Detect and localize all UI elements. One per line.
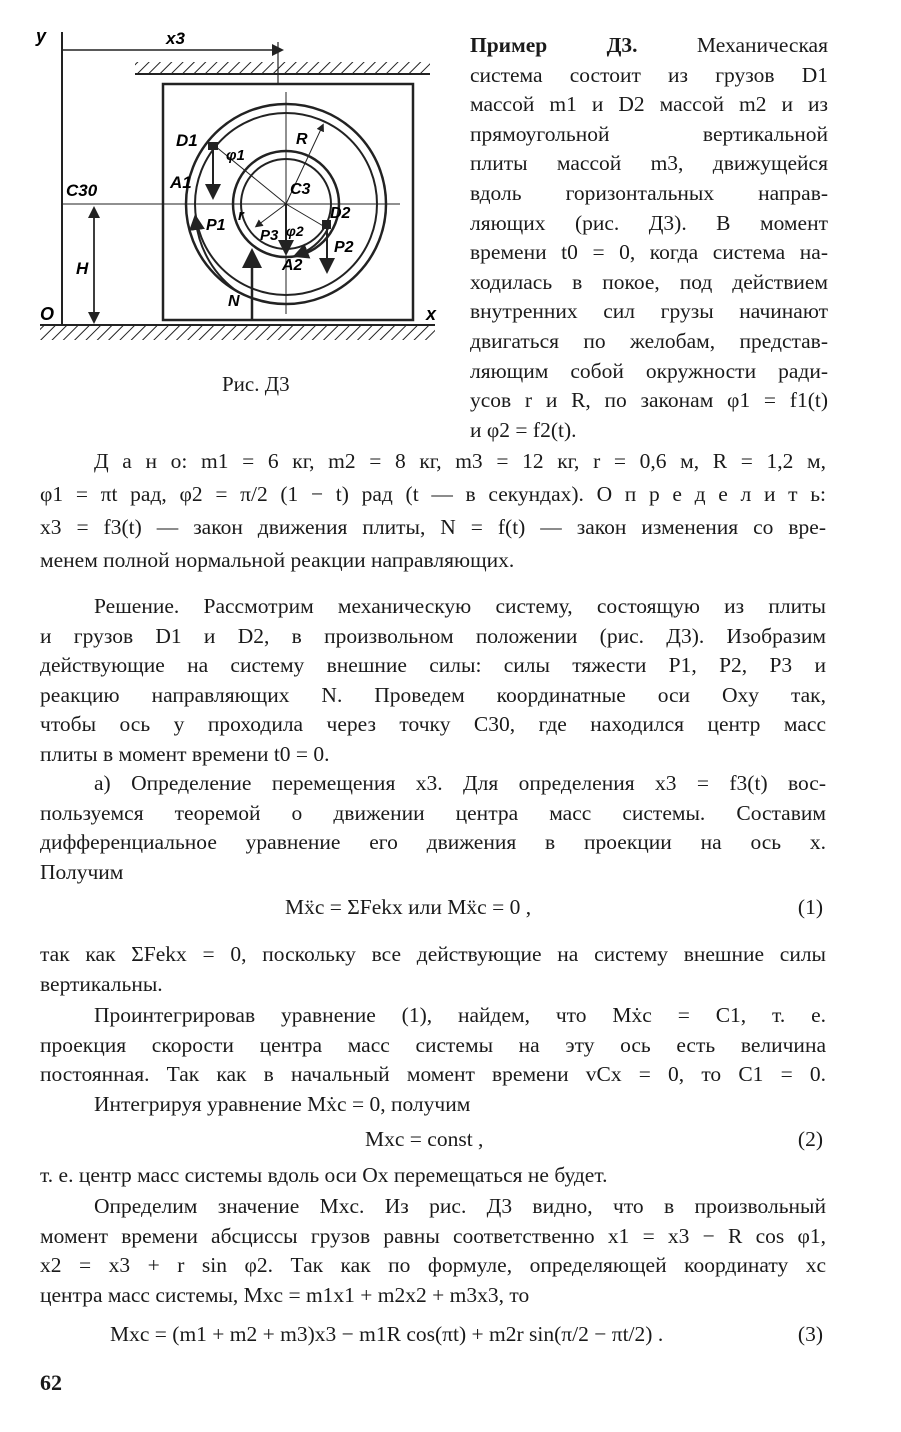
example-heading: Пример Д3. — [470, 33, 638, 57]
example-line: вдоль горизонтальных направ- — [470, 180, 828, 205]
label-c30: C30 — [66, 181, 98, 200]
plate — [163, 84, 413, 320]
weight-d1 — [208, 142, 218, 150]
given-line: x3 = f3(t) — закон движения плиты, N = f(t) — закон изменения со вре- — [40, 515, 826, 539]
equation-2: Mxc = const , — [365, 1127, 484, 1151]
solution-block — [40, 592, 826, 770]
figure-d3 — [30, 22, 440, 362]
determine-line: центра масс системы, Mxc = m1x1 + m2x2 + m3x3, то — [40, 1282, 530, 1307]
page-number: 62 — [40, 1370, 62, 1395]
after-eq2-block — [40, 1161, 826, 1191]
part-a-line: пользуемся теоремой о движении центра масс системы. Составим — [40, 800, 826, 825]
determine-block — [40, 1192, 826, 1310]
equation-3: Mxc = (m1 + m2 + m3)x3 − m1R cos(πt) + m2r sin(π/2 − πt/2) . — [110, 1322, 664, 1346]
example-line: прямоугольной вертикальной — [470, 121, 828, 146]
example-line: внутренних сил грузы начинают — [470, 299, 828, 324]
equation-1-number: (1) — [797, 895, 823, 919]
integrate-block — [40, 1001, 826, 1119]
determine-line: Определим значение Mxc. Из рис. Д3 видно, что в произвольный — [94, 1194, 826, 1218]
given-line: Д а н о: m1 = 6 кг, m2 = 8 кг, m3 = 12 кг, r = 0,6 м, R = 1,2 м, — [94, 449, 826, 473]
example-line: система состоит из грузов D1 — [470, 62, 828, 87]
example-line: ляющих (рис. Д3). В момент — [470, 210, 828, 235]
after-eq1-line: так как ΣFekx = 0, поскольку все действующие на систему внешние силы — [40, 942, 826, 966]
solution-line: плиты в момент времени t0 = 0. — [40, 741, 330, 766]
label-p3: P3 — [260, 227, 279, 244]
solution-line: действующие на систему внешние силы: силы тяжести P1, P2, P3 и — [40, 653, 826, 678]
label-r-small: r — [238, 207, 244, 224]
given-block — [40, 445, 826, 577]
label-p2: P2 — [334, 239, 354, 256]
label-n: N — [228, 293, 240, 310]
example-line: ходилась в покое, под действием — [470, 269, 828, 294]
integrate-line: Проинтегрировав уравнение (1), найдем, что Mẋc = C1, т. е. — [94, 1003, 826, 1027]
label-x3: x3 — [166, 29, 185, 48]
figure-caption: Рис. Д3 — [222, 372, 290, 396]
integrate-line: Интегрируя уравнение Mẋc = 0, получим — [94, 1091, 471, 1116]
example-line-tail: Механическая — [696, 33, 828, 57]
label-phi1: φ1 — [226, 147, 245, 164]
label-a1: A1 — [170, 173, 192, 192]
example-line: ляющим собой окружности ради- — [470, 358, 828, 383]
label-origin: O — [40, 304, 55, 324]
equation-2-number: (2) — [797, 1127, 823, 1151]
mechanism-diagram — [30, 22, 440, 362]
given-line: φ1 = πt рад, φ2 = π/2 (1 − t) рад (t — в секундах). О п р е д е л и т ь: — [40, 482, 826, 506]
label-c3: C3 — [290, 181, 311, 198]
label-y: y — [36, 26, 47, 46]
bottom-guide-hatch — [40, 326, 435, 340]
example-text — [470, 31, 828, 445]
after-eq1-block — [40, 940, 826, 999]
determine-line: момент времени абсциссы грузов равны соответственно x1 = x3 − R cos φ1, — [40, 1223, 826, 1248]
after-eq1-line: вертикальны. — [40, 971, 163, 996]
example-line — [470, 31, 828, 61]
solution-line: Решение. Рассмотрим механическую систему, состоящую из плиты — [94, 594, 826, 618]
label-r-big: R — [296, 131, 308, 148]
part-a-block — [40, 769, 826, 887]
integrate-line: проекция скорости центра масс системы на эту ось есть величина — [40, 1032, 826, 1057]
after-eq2-line: т. е. центр масс системы вдоль оси Ox перемещаться не будет. — [40, 1163, 608, 1187]
example-line: плиты массой m3, движущейся — [470, 151, 828, 176]
example-line: времени t0 = 0, когда система на- — [470, 240, 828, 265]
label-d1: D1 — [176, 131, 198, 150]
label-phi2: φ2 — [286, 223, 304, 239]
solution-line: реакцию направляющих N. Проведем координатные оси Oxy так, — [40, 682, 826, 707]
example-line: усов r и R, по законам φ1 = f1(t) — [470, 388, 828, 413]
label-h: H — [76, 259, 89, 278]
label-a2: A2 — [282, 257, 303, 274]
solution-line: и грузов D1 и D2, в произвольном положении (рис. Д3). Изобразим — [40, 623, 826, 648]
example-line: массой m1 и D2 массой m2 и из — [470, 92, 828, 117]
integrate-line: постоянная. Так как в начальный момент времени vCx = 0, то C1 = 0. — [40, 1062, 826, 1087]
part-a-line: дифференциальное уравнение его движения в проекции на ось x. — [40, 830, 826, 855]
label-x: x — [426, 304, 437, 324]
top-guide-hatch — [135, 62, 430, 74]
solution-line: чтобы ось y проходила через точку C30, где находился центр масс — [40, 712, 826, 737]
label-p1: P1 — [206, 217, 226, 234]
label-d2: D2 — [330, 205, 351, 222]
equation-3-number: (3) — [797, 1322, 823, 1346]
part-a-line: Получим — [40, 859, 124, 884]
example-line: двигаться по желобам, представ- — [470, 328, 828, 353]
part-a-line: а) Определение перемещения x3. Для определения x3 = f3(t) вос- — [94, 771, 826, 795]
determine-line: x2 = x3 + r sin φ2. Так как по формуле, определяющей координату xc — [40, 1253, 826, 1278]
given-line: менем полной нормальной реакции направляющих. — [40, 548, 515, 572]
equation-1: Mẍc = ΣFekx или Mẍc = 0 , — [285, 895, 532, 919]
example-line: и φ2 = f2(t). — [470, 417, 577, 442]
